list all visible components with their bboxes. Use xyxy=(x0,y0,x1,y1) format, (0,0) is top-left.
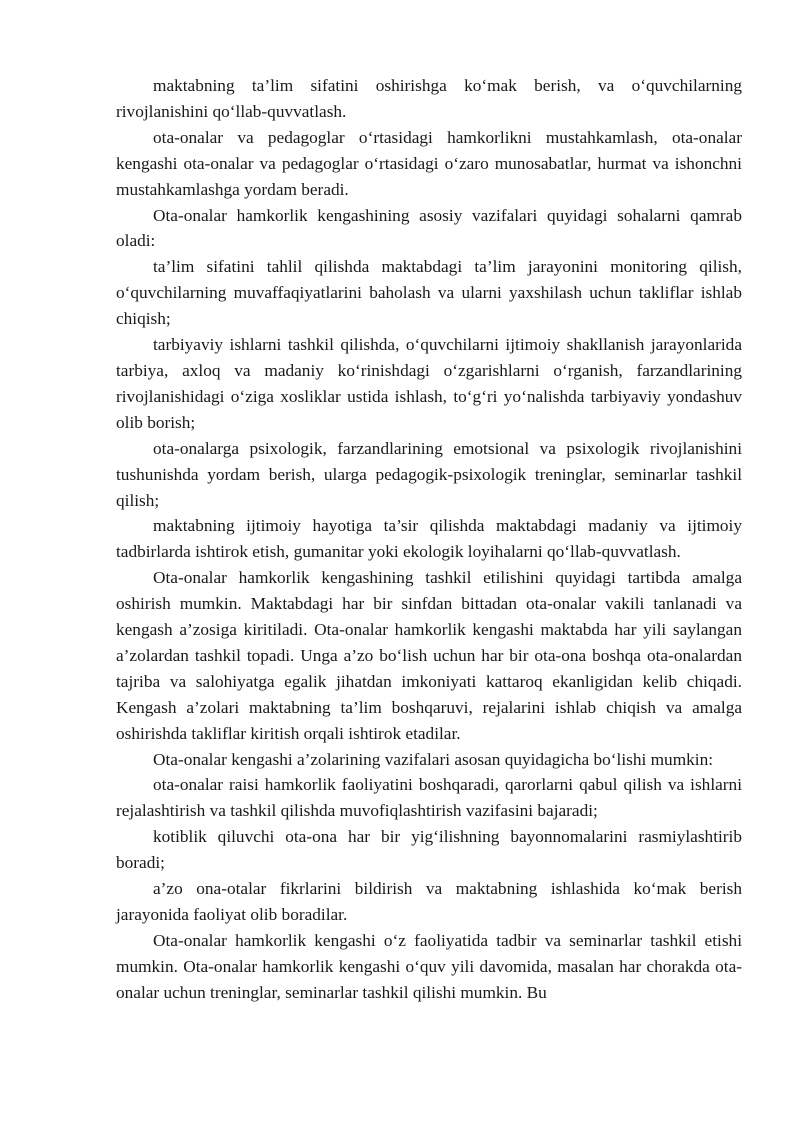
paragraph: kotiblik qiluvchi ota-ona har bir yig‘ilishning bayonnomalarini rasmiylashtirib boradi; xyxy=(116,827,742,873)
paragraph: maktabning ijtimoiy hayotiga ta’sir qilishda maktabdagi madaniy va ijtimoiy tadbirlarda ishtirok etish, gumanitar yoki ekologik loyihalarni qo‘llab-quvvatlash. xyxy=(116,516,742,562)
paragraph: maktabning ta’lim sifatini oshirishga ko‘mak berish, va o‘quvchilarning rivojlanishini qo‘llab-quvvatlash. xyxy=(116,76,742,121)
paragraph: ota-onalar va pedagoglar o‘rtasidagi hamkorlikni mustahkamlash, ota-onalar kengashi ota-onalar va pedagoglar o‘rtasidagi o‘zaro munosabatlar, hurmat va ishonchni mustahkamlashga yordam beradi. xyxy=(116,127,742,199)
paragraph: Ota-onalar hamkorlik kengashining asosiy vazifalari quyidagi sohalarni qamrab oladi: xyxy=(116,205,742,251)
paragraph: tarbiyaviy ishlarni tashkil qilishda, o‘quvchilarni ijtimoiy shakllanish jarayonlarida tarbiya, axloq va madaniy ko‘rinishdagi o‘zgarishlarni o‘rganish, farzandlarining rivojlanishidagi o‘ziga xosliklar ustida ishlash, to‘g‘ri yo‘nalishda tarbiyaviy yondashuv olib borish; xyxy=(116,335,742,432)
paragraph: Ota-onalar hamkorlik kengashi o‘z faoliyatida tadbir va seminarlar tashkil etishi mumkin. Ota-onalar hamkorlik kengashi o‘quv yili davomida, masalan har chorakda ota-onalar uchun treninglar, seminarlar tashkil qilishi mumkin. Bu xyxy=(116,930,742,1002)
paragraph: ota-onalar raisi hamkorlik faoliyatini boshqaradi, qarorlarni qabul qilish va ishlarni rejalashtirish va tashkil qilishda muvofiqlashtirish vazifasini bajaradi; xyxy=(116,775,742,821)
paragraph: Ota-onalar kengashi a’zolarining vazifalari asosan quyidagicha bo‘lishi mumkin: xyxy=(153,749,714,769)
document-page xyxy=(116,73,742,1006)
paragraph: Ota-onalar hamkorlik kengashining tashkil etilishini quyidagi tartibda amalga oshirish mumkin. Maktabdagi har bir sinfdan bittadan ota-onalar vakili tanlanadi va kengash a’zosiga kiritiladi. Ota-onalar hamkorlik kengashi maktabda har yili saylangan a’zolardan tashkil topadi. Unga a’zo bo‘lish uchun har bir ota-ona boshqa ota-onalardan tajriba va salohiyatga egalik jihatdan imkoniyati kattaroq ekanligidan kelib chiqadi. Kengash a’zolari maktabning ta’lim boshqaruvi, rejalarini ishlab chiqish va amalga oshirishda takliflar kiritish orqali ishtirok etadilar. xyxy=(116,568,742,743)
paragraph: ta’lim sifatini tahlil qilishda maktabdagi ta’lim jarayonini monitoring qilish, o‘quvchilarning muvaffaqiyatlarini baholash va ularni yaxshilash uchun takliflar ishlab chiqish; xyxy=(116,257,742,329)
paragraph: ota-onalarga psixologik, farzandlarining emotsional va psixologik rivojlanishini tushunishda yordam berish, ularga pedagogik-psixologik treninglar, seminarlar tashkil qilish; xyxy=(116,438,742,510)
paragraph: a’zo ona-otalar fikrlarini bildirish va maktabning ishlashida ko‘mak berish jarayonida faoliyat olib boradilar. xyxy=(116,879,742,924)
